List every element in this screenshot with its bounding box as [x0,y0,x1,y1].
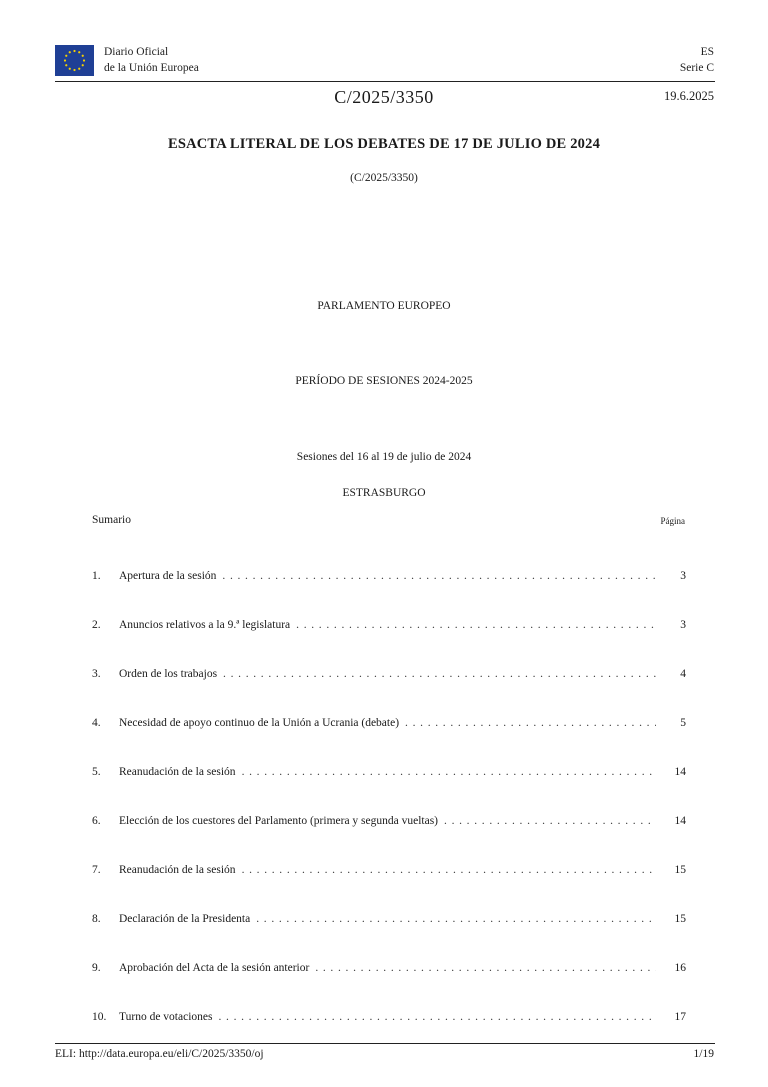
toc-item-number: 3. [92,668,101,680]
eu-stars-icon [55,45,94,76]
eu-star-icon [82,55,84,57]
toc-item-number: 6. [92,815,101,827]
document-date: 19.6.2025 [664,89,714,103]
eu-star-icon [69,68,71,70]
toc-item[interactable] [92,913,686,931]
toc-item-page: 15 [674,864,686,876]
toc-item-page: 16 [674,962,686,974]
toc-item[interactable] [92,668,686,686]
journal-name-line2: de la Unión Europea [104,62,199,74]
journal-name-line1: Diario Oficial [104,46,169,58]
institution-name: PARLAMENTO EUROPEO [317,300,451,312]
toc-item-title: Orden de los trabajos [119,668,218,680]
toc-item-title: Reanudación de la sesión [119,864,236,876]
toc-item-number: 8. [92,913,101,925]
eu-flag-icon [55,45,94,76]
toc-item-number: 5. [92,766,101,778]
language-series [680,44,714,76]
toc-leader-dots [222,570,656,582]
toc-item[interactable] [92,864,686,882]
footer-page-number: 1/19 [693,1048,714,1060]
toc-leader-dots [405,717,656,729]
toc-heading: Sumario [92,514,131,526]
header-divider [55,81,715,82]
eu-star-icon [69,51,71,53]
toc-leader-dots [223,668,656,680]
document-reference: C/2025/3350 [334,87,434,107]
toc-leader-dots [444,815,656,827]
session-period: PERÍODO DE SESIONES 2024-2025 [295,375,473,387]
toc-item-page: 5 [680,717,686,729]
toc-item-title: Turno de votaciones [119,1011,213,1023]
toc-leader-dots [242,864,656,876]
toc-item-page: 3 [680,570,686,582]
eu-star-icon [78,51,80,53]
series-label: Serie C [679,62,714,74]
eu-star-icon [65,64,67,66]
toc-item-title: Reanudación de la sesión [119,766,236,778]
document-title: ESACTA LITERAL DE LOS DEBATES DE 17 DE JULIO DE 2024 [167,136,601,152]
toc-leader-dots [296,619,656,631]
toc-item-title: Declaración de la Presidenta [119,913,251,925]
toc-item-number: 7. [92,864,101,876]
toc-leader-dots [242,766,656,778]
toc-item-page: 14 [674,815,686,827]
footer-divider [55,1043,715,1044]
toc-item-number: 9. [92,962,101,974]
eu-star-icon [78,68,80,70]
eu-star-icon [65,55,67,57]
toc-item-number: 10. [92,1011,107,1023]
toc-item-page: 15 [674,913,686,925]
toc-item-number: 4. [92,717,101,729]
toc-page-heading: Página [660,516,685,526]
eu-star-icon [83,59,85,61]
session-place: ESTRASBURGO [342,487,426,499]
toc-item-title: Elección de los cuestores del Parlamento (primera y segunda vueltas) [119,815,439,827]
toc-item-page: 4 [680,668,686,680]
toc-item-number: 1. [92,570,101,582]
toc-item[interactable] [92,1011,686,1029]
toc-item[interactable] [92,717,686,735]
eu-star-icon [73,50,75,52]
footer-eli-link[interactable]: ELI: http://data.europa.eu/eli/C/2025/3350/oj [55,1048,264,1060]
document-sub-reference: (C/2025/3350) [350,172,418,184]
toc-item[interactable] [92,815,686,833]
toc-item-page: 3 [680,619,686,631]
eu-star-icon [82,64,84,66]
eu-star-icon [64,59,66,61]
toc-item-page: 14 [674,766,686,778]
toc-item[interactable] [92,619,686,637]
language-code: ES [700,46,714,58]
session-dates: Sesiones del 16 al 19 de julio de 2024 [296,451,472,463]
toc-leader-dots [218,1011,656,1023]
toc-item[interactable] [92,962,686,980]
toc-item-title: Apertura de la sesión [119,570,217,582]
eu-star-icon [73,69,75,71]
toc-item[interactable] [92,570,686,588]
journal-name [104,44,199,76]
toc-item-number: 2. [92,619,101,631]
toc-item[interactable] [92,766,686,784]
toc-leader-dots [256,913,656,925]
toc-item-page: 17 [674,1011,686,1023]
toc-leader-dots [315,962,656,974]
toc-item-title: Aprobación del Acta de la sesión anterior [119,962,310,974]
toc-item-title: Necesidad de apoyo continuo de la Unión a Ucrania (debate) [119,717,400,729]
toc-item-title: Anuncios relativos a la 9.ª legislatura [119,619,291,631]
